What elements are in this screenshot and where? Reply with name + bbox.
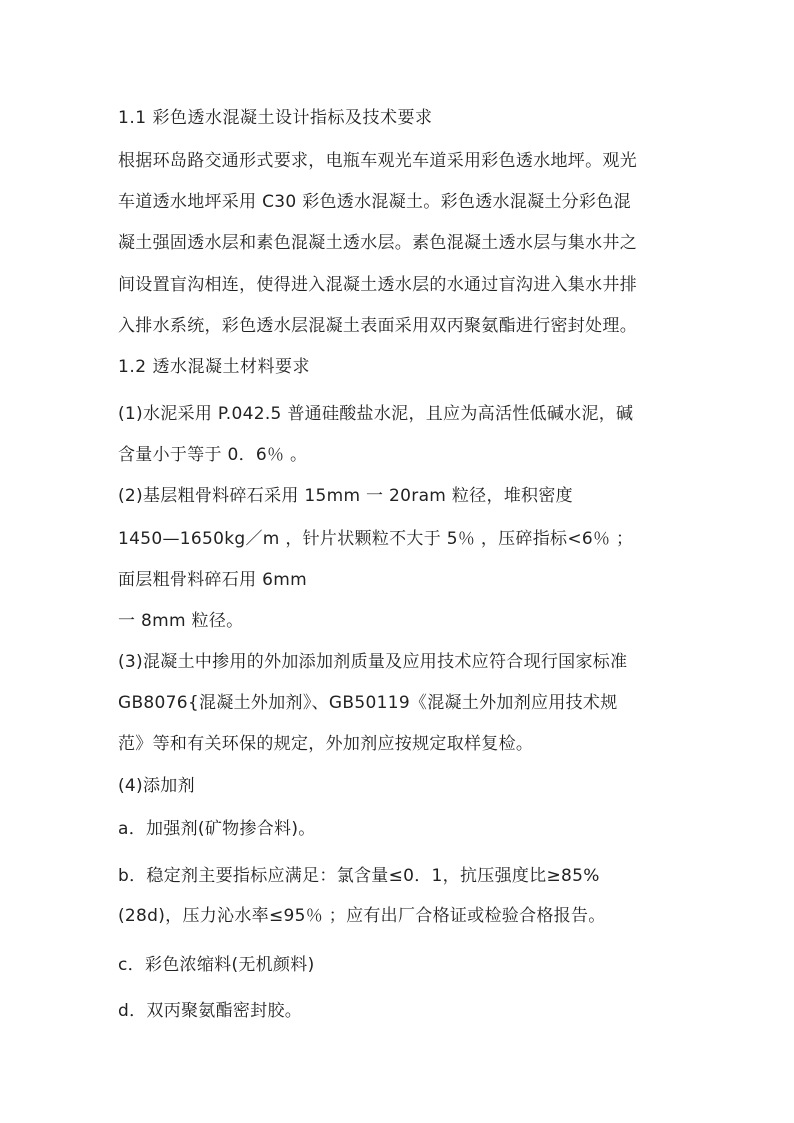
paragraph-line: 1450—1650kg／m ，针片状颗粒不大于 5％ ，压碎指标<6％ ；: [118, 529, 634, 549]
paragraph-line: 入排水系统，彩色透水层混凝土表面采用双丙聚氨酯进行密封处理。: [118, 316, 637, 336]
paragraph-line: 含量小于等于 0．6％ 。: [118, 445, 308, 465]
section-heading-1-1: 1.1 彩色透水混凝土设计指标及技术要求: [118, 108, 433, 128]
paragraph-line: 间设置盲沟相连，使得进入混凝土透水层的水通过盲沟进入集水井排: [118, 275, 637, 295]
paragraph-line: 面层粗骨料碎石用 6mm: [118, 570, 307, 590]
list-item-b: b．稳定剂主要指标应满足：氯含量≤0．1，抗压强度比≥85%: [118, 866, 600, 886]
paragraph-line: (2)基层粗骨料碎石采用 15mm 一 20ram 粒径，堆积密度: [118, 486, 573, 506]
paragraph-line: GB8076{混凝土外加剂》、GB50119《混凝土外加剂应用技术规: [118, 693, 618, 713]
paragraph-line: 一 8mm 粒径。: [118, 611, 244, 631]
paragraph-line: 凝土强固透水层和素色混凝土透水层。素色混凝土透水层与集水井之: [118, 233, 637, 253]
section-heading-1-2: 1.2 透水混凝土材料要求: [118, 357, 310, 377]
paragraph-line: (4)添加剂: [118, 776, 195, 796]
paragraph-line: 根据环岛路交通形式要求，电瓶车观光车道采用彩色透水地坪。观光: [118, 151, 637, 171]
paragraph-line: (1)水泥采用 P.042.5 普通硅酸盐水泥，且应为高活性低碱水泥，碱: [118, 404, 634, 424]
paragraph-line: (3)混凝土中掺用的外加添加剂质量及应用技术应符合现行国家标准: [118, 652, 628, 672]
paragraph-line: 范》等和有关环保的规定，外加剂应按规定取样复检。: [118, 734, 534, 754]
list-item-d: d．双丙聚氨酯密封胶。: [118, 1001, 303, 1021]
paragraph-line: (28d)，压力沁水率≤95％ ；应有出厂合格证或检验合格报告。: [118, 906, 606, 926]
list-item-a: a．加强剂(矿物掺合料)。: [118, 819, 316, 839]
paragraph-line: 车道透水地坪采用 C30 彩色透水混凝土。彩色透水混凝土分彩色混: [118, 192, 631, 212]
list-item-c: c．彩色浓缩料(无机颜料): [118, 955, 315, 975]
